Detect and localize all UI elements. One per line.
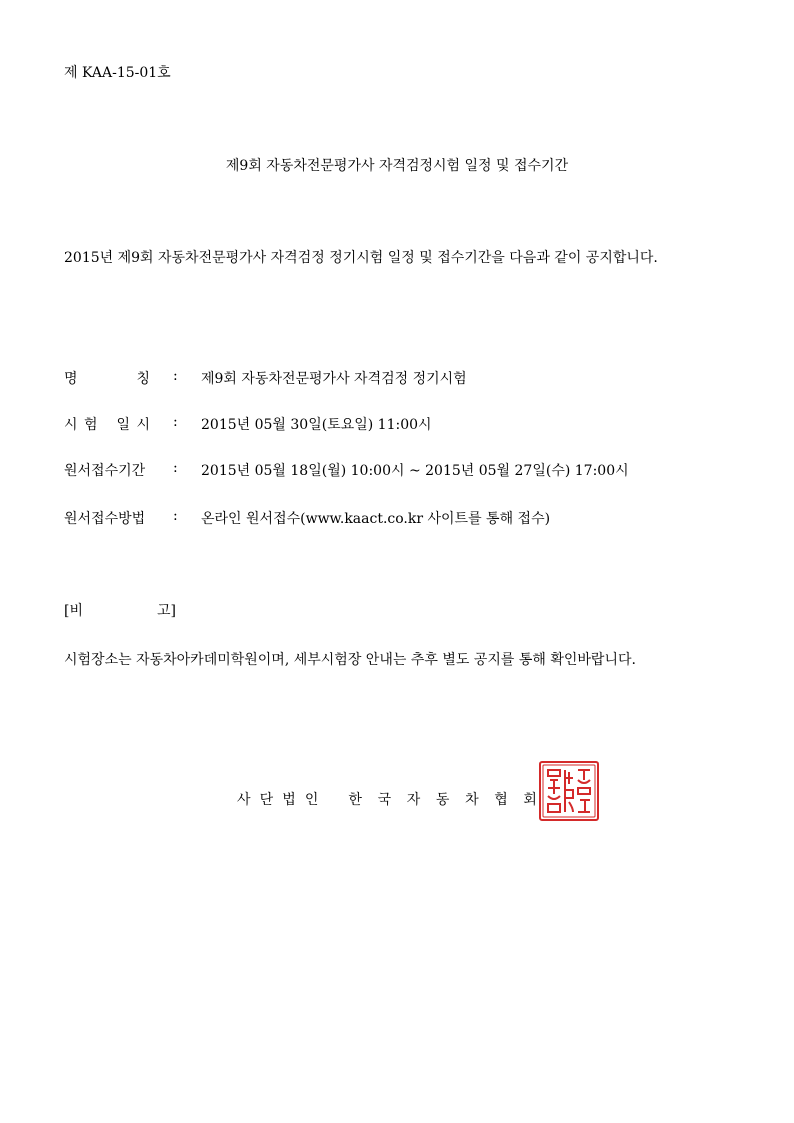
- field-colon: :: [173, 508, 178, 524]
- issuer: [237, 789, 537, 809]
- issuer-name: [348, 789, 537, 809]
- field-label-char: 시: [136, 417, 150, 433]
- field-value: 온라인 원서접수(www.kaact.co.kr 사이트를 통해 접수): [201, 511, 551, 527]
- field-value: 2015년 05월 30일(토요일) 11:00시: [201, 417, 432, 433]
- issuer-type-char: 단: [259, 792, 274, 808]
- note-label-char: [비: [64, 603, 83, 619]
- field-label-char: 명: [64, 371, 78, 387]
- issuer-name-char: 동: [435, 792, 450, 808]
- issuer-type-char: 인: [304, 792, 319, 808]
- field-label-char: 험: [84, 417, 98, 433]
- issuer-name-char: 회: [523, 792, 537, 808]
- issuer-type: [237, 789, 318, 809]
- issuer-name-char: 국: [377, 792, 392, 808]
- field-colon: :: [173, 460, 178, 476]
- document-number: 제 KAA-15-01호: [64, 65, 171, 81]
- field-value: 제9회 자동차전문평가사 자격검정 정기시험: [201, 371, 467, 387]
- official-seal-stamp: [538, 760, 600, 822]
- document-title: 제9회 자동차전문평가사 자격검정시험 일정 및 접수기간: [225, 158, 569, 174]
- field-label-char: 칭: [136, 371, 150, 387]
- field-colon: :: [173, 368, 178, 384]
- issuer-name-char: 협: [494, 792, 508, 808]
- field-label: [64, 508, 166, 528]
- field-label-char: 시: [64, 417, 78, 433]
- field-label-char: 원서접수기간: [64, 463, 146, 479]
- field-label: [64, 460, 166, 480]
- issuer-type-char: 사: [237, 792, 251, 808]
- issuer-name-char: 한: [348, 792, 362, 808]
- intro-paragraph: 2015년 제9회 자동차전문평가사 자격검정 정기시험 일정 및 접수기간을 다음과 같이 공지합니다.: [64, 250, 658, 266]
- note-text: 시험장소는 자동차아카데미학원이며, 세부시험장 안내는 추후 별도 공지를 통해 확인바랍니다.: [64, 652, 636, 668]
- field-label: [64, 414, 150, 434]
- issuer-name-char: 차: [465, 792, 479, 808]
- field-colon: :: [173, 414, 178, 430]
- note-label-char: 고]: [157, 603, 176, 619]
- issuer-type-char: 법: [282, 792, 296, 808]
- issuer-name-char: 자: [406, 792, 421, 808]
- field-label-char: 원서접수방법: [64, 511, 146, 527]
- field-label: [64, 368, 150, 388]
- field-label-char: 일: [116, 417, 130, 433]
- field-value: 2015년 05월 18일(월) 10:00시 ~ 2015년 05월 27일(수) 17:00시: [201, 463, 629, 479]
- note-label: [64, 600, 176, 620]
